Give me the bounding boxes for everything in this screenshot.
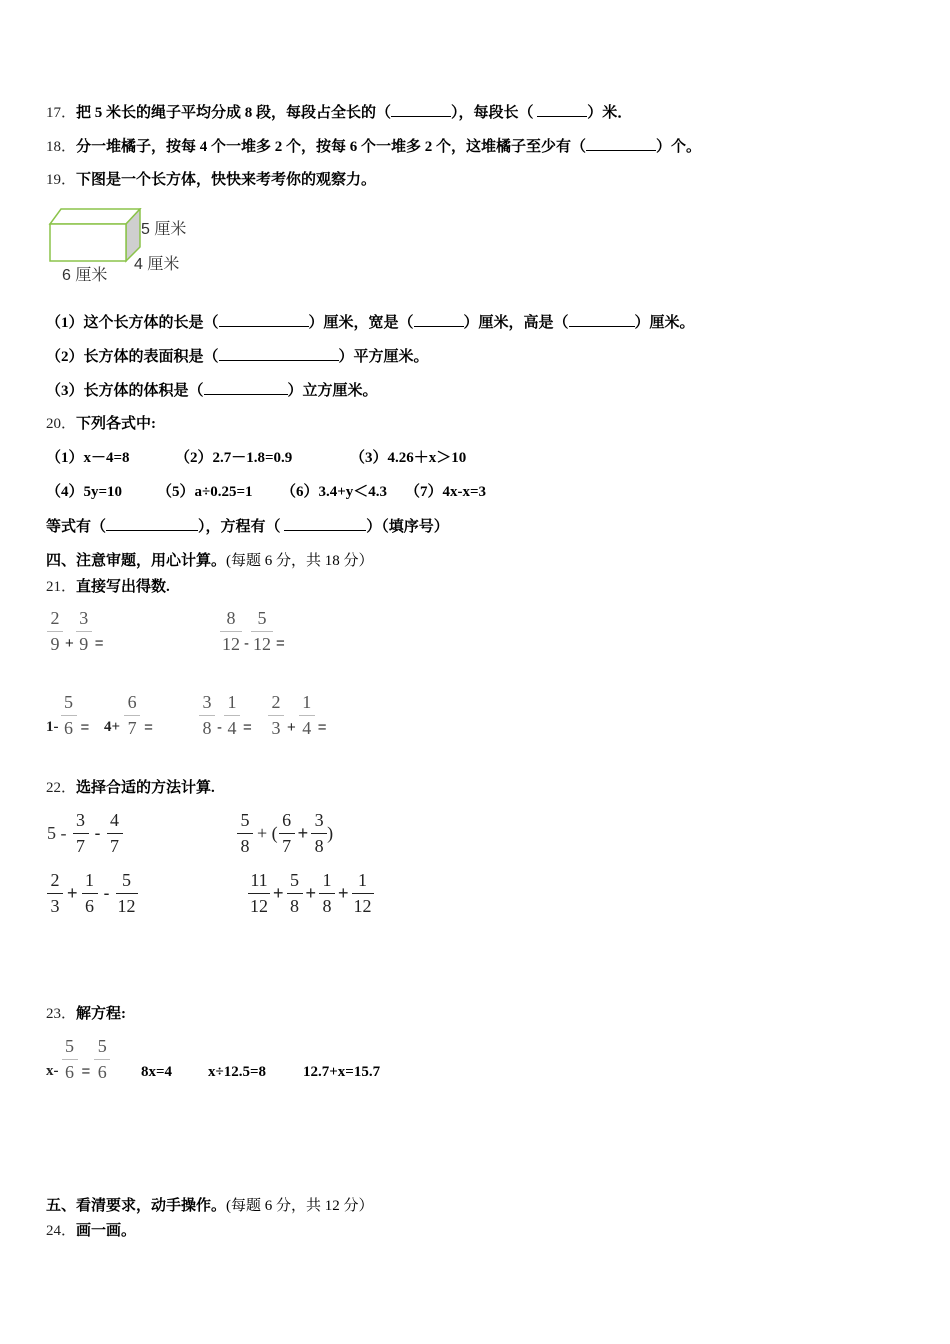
q21-expr-1 — [47, 608, 104, 654]
expression-lead: 4+ — [104, 719, 121, 735]
question-text: 下列各式中: — [76, 416, 157, 432]
equals-sign: = — [243, 719, 252, 736]
fraction: 3 9 — [76, 608, 92, 654]
question-text: ）厘米，宽是（ — [308, 315, 414, 331]
answer-blank[interactable] — [569, 312, 635, 327]
q20-item-7: （7）4x-x=3 — [405, 484, 487, 500]
q20-item-6: （6）3.4+y＜4.3 — [281, 484, 388, 500]
q20-item-3: （3）4.26＋x＞10 — [350, 450, 467, 466]
height-label: 5 厘米 — [141, 221, 187, 238]
fraction: 8 12 — [222, 608, 240, 654]
q23-equation-2: 8x=4 — [141, 1064, 173, 1080]
q22-expr-1 — [47, 810, 123, 856]
answer-blank[interactable] — [414, 312, 464, 327]
question-text: 直接写出得数. — [76, 579, 170, 595]
answer-blank[interactable] — [537, 102, 587, 117]
q21-expr-2 — [220, 608, 285, 654]
expression-lead: x- — [46, 1063, 59, 1079]
fraction: 5 8 — [287, 870, 303, 916]
equals-sign: = — [94, 635, 104, 652]
equals-sign: = — [81, 1063, 91, 1080]
fraction: 5 6 — [61, 692, 77, 738]
operator: - — [244, 635, 249, 652]
answer-blank[interactable] — [219, 346, 339, 361]
fraction: 3 8 — [199, 692, 215, 738]
question-text: 把 5 米长的绳子平均分成 8 段，每段占全长的（ — [76, 105, 392, 121]
question-number: 17． — [46, 105, 77, 121]
q20-item-2: （2）2.7－1.8=0.9 — [175, 450, 293, 466]
q23-equation-1 — [46, 1036, 110, 1082]
question-19 — [46, 170, 376, 190]
question-23 — [46, 1004, 126, 1024]
question-20 — [46, 414, 156, 434]
question-number: 21． — [46, 579, 77, 595]
fraction: 6 7 — [279, 810, 295, 856]
q22-expr-4 — [248, 870, 374, 916]
question-24 — [46, 1221, 136, 1241]
operator: - — [217, 719, 222, 736]
fraction: 5 8 — [237, 810, 253, 856]
question-text: 下图是一个长方体，快快来考考你的观察力。 — [76, 172, 377, 188]
operator: + — [273, 882, 284, 903]
operator: + — [305, 882, 317, 903]
length-label: 6 厘米 — [62, 267, 108, 284]
operator: - — [94, 822, 101, 843]
question-text: ）米． — [587, 105, 633, 121]
operator: + — [67, 882, 78, 903]
q20-answer — [46, 516, 449, 537]
fraction: 1 8 — [319, 870, 335, 916]
q23-equation-4: 12.7+x=15.7 — [303, 1064, 381, 1080]
fraction: 5 12 — [117, 870, 136, 916]
fraction: 5 6 — [62, 1036, 78, 1082]
equals-sign: = — [80, 719, 90, 736]
section-score: (每题 6 分，共 12 分） — [226, 1198, 374, 1214]
answer-blank[interactable] — [284, 516, 366, 531]
q22-expr-2 — [237, 810, 333, 856]
fraction: 2 3 — [47, 870, 63, 916]
question-number: 20． — [46, 416, 77, 432]
question-19-sub-2 — [46, 346, 429, 367]
paren-close: ) — [327, 822, 334, 843]
section-5-heading — [46, 1196, 374, 1216]
q21-expr-4 — [104, 692, 153, 738]
question-text: ）个。 — [656, 139, 702, 155]
operator: + — [297, 822, 309, 843]
width-label: 4 厘米 — [134, 256, 180, 273]
operator: + — [287, 719, 296, 736]
question-text: ）立方厘米。 — [287, 383, 378, 399]
question-number: 24． — [46, 1223, 77, 1239]
q20-item-1: （1）x－4=8 — [46, 450, 130, 466]
question-text: ），每段长（ — [451, 105, 538, 121]
fraction: 3 8 — [311, 810, 327, 856]
question-text: ）（填序号） — [366, 519, 449, 535]
question-text: （3）长方体的体积是（ — [46, 383, 204, 399]
equals-sign: = — [317, 719, 327, 736]
question-number: 18． — [46, 139, 77, 155]
operator: - — [103, 882, 110, 903]
q20-item-4: （4）5y=10 — [46, 484, 123, 500]
question-number: 23． — [46, 1006, 77, 1022]
question-22 — [46, 778, 215, 798]
answer-blank[interactable] — [204, 380, 288, 395]
operator: + — [338, 882, 349, 903]
fraction: 5 6 — [94, 1036, 110, 1082]
answer-blank[interactable] — [219, 312, 309, 327]
cuboid-icon — [48, 208, 143, 264]
operator: + — [65, 635, 74, 652]
q21-expr-6 — [268, 692, 327, 738]
answer-blank[interactable] — [391, 102, 451, 117]
expression-lead: 5 - — [47, 822, 67, 843]
fraction: 4 7 — [107, 810, 123, 856]
operator: + ( — [257, 822, 278, 843]
q22-expr-3 — [47, 870, 138, 916]
q21-expr-3 — [46, 692, 89, 738]
question-text: （1）这个长方体的长是（ — [46, 315, 219, 331]
question-text: 分一堆橘子，按每 4 个一堆多 2 个，按每 6 个一堆多 2 个，这堆橘子至少有（ — [76, 139, 587, 155]
cuboid-figure — [46, 206, 196, 286]
question-18 — [46, 136, 701, 157]
question-text: 解方程: — [76, 1006, 127, 1022]
fraction: 6 7 — [124, 692, 140, 738]
section-title: 五、看清要求，动手操作。 — [46, 1198, 227, 1214]
fraction: 1 12 — [353, 870, 372, 916]
answer-blank[interactable] — [106, 516, 198, 531]
equals-sign: = — [144, 719, 153, 736]
question-17 — [46, 102, 632, 123]
q23-equation-3: x÷12.5=8 — [208, 1064, 267, 1080]
fraction: 1 4 — [299, 692, 315, 738]
q21-expr-5 — [199, 692, 252, 738]
fraction: 11 12 — [250, 870, 268, 916]
question-number: 22． — [46, 780, 77, 796]
fraction: 5 12 — [253, 608, 271, 654]
answer-blank[interactable] — [586, 136, 656, 151]
expression-lead: 1- — [46, 719, 59, 735]
fraction: 2 9 — [47, 608, 63, 654]
question-text: 选择合适的方法计算. — [76, 780, 215, 796]
fraction: 3 7 — [73, 810, 89, 856]
fraction: 1 6 — [82, 870, 98, 916]
question-text: ）厘米，高是（ — [463, 315, 569, 331]
question-text: ）平方厘米。 — [338, 349, 429, 365]
section-title: 四、注意审题，用心计算。 — [46, 553, 227, 569]
question-19-sub-3 — [46, 380, 378, 401]
fraction: 1 4 — [224, 692, 240, 738]
section-4-heading — [46, 551, 374, 571]
q20-item-5: （5）a÷0.25=1 — [157, 484, 253, 500]
question-text: ），方程有（ — [198, 519, 285, 535]
question-21 — [46, 577, 170, 597]
equals-sign: = — [276, 635, 285, 652]
question-text: 等式有（ — [46, 519, 107, 535]
section-score: (每题 6 分，共 18 分） — [226, 553, 374, 569]
question-text: ）厘米。 — [634, 315, 695, 331]
question-number: 19． — [46, 172, 77, 188]
question-text: （2）长方体的表面积是（ — [46, 349, 219, 365]
question-text: 画一画。 — [76, 1223, 137, 1239]
fraction: 2 3 — [268, 692, 284, 738]
question-19-sub-1 — [46, 312, 695, 333]
